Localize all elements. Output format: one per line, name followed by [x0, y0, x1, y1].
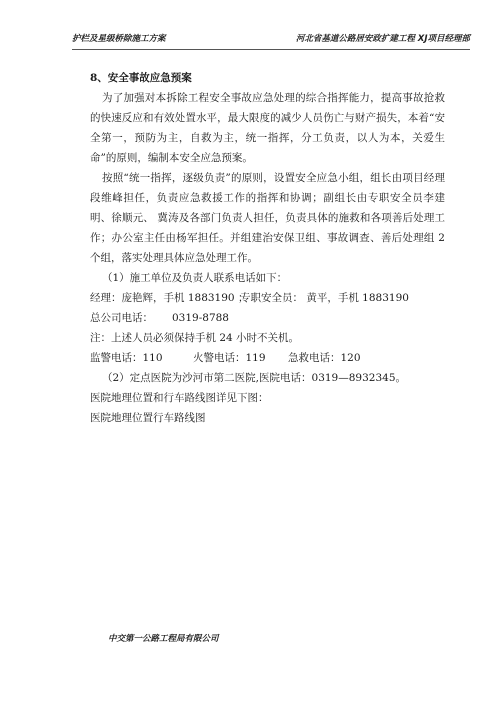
intro-paragraph: 为了加强对本拆除工程安全事故应急处理的综合指挥能力，提高事故抢救的快速反应和有效处置水平，最大限度的减少人员伤亡与财产损失，本着“安全第一，预防为主，自救为主，统一指挥，分工负责，以人为本，关爱生命”的原则，编制本安全应急预案。	[90, 92, 445, 164]
organization-paragraph: 按照“统一指挥，逐级负责”的原则，设置安全应急小组，组长由项目经理段维峰担任，负责应急救援工作的指挥和协调；副组长由专职安全员李建明、徐顺元、 冀涛及各部门负责人担任，负责具体的施救和各项善后处理工作；办公室主任由杨军担任。并组建治安保卫组、事故调查、善后处理组 2 个组，落实处理具体应急处理工作。	[90, 172, 445, 264]
header-divider	[72, 49, 470, 50]
emergency-phones-row	[90, 348, 445, 368]
hq-phone-row	[90, 308, 445, 328]
map-intro: 医院地理位置和行车路线图详见下图：	[90, 392, 269, 404]
page-footer-company: 中交第一公路工程局有限公司	[108, 634, 219, 644]
ambulance-phone: 急救电话：120	[288, 352, 361, 364]
police-phone: 监警电话：110	[90, 352, 163, 364]
header-project-name: 河北省基道公路居安政扩建工程 XJ项目经理部	[295, 34, 470, 44]
safety-officer-contact: 专职安全员： 黄平，手机 1883190	[240, 292, 409, 304]
fire-phone: 火警电话：119	[193, 352, 266, 364]
document-body	[90, 68, 445, 428]
hq-phone-number: 0319-8788	[172, 312, 229, 324]
page-header	[72, 30, 470, 46]
phone-note: 注：上述人员必须保持手机 24 小时不关机。	[90, 332, 300, 344]
manager-contact: 经理：庞艳辉，手机 1883190 ；	[90, 292, 249, 304]
section-heading: 8、安全事故应急预案	[90, 72, 192, 84]
contacts-row	[90, 288, 445, 308]
hq-phone-label: 总公司电话：	[90, 312, 153, 324]
map-caption: 医院地理位置行车路线图	[90, 412, 206, 424]
hospital-info: （2）定点医院为沙河市第二医院,医院电话：0319—8932345。	[102, 372, 407, 384]
contacts-title: （1）施工单位及负责人联系电话如下：	[102, 272, 288, 284]
header-document-title: 护栏及星级桥除施工方案	[72, 34, 166, 44]
